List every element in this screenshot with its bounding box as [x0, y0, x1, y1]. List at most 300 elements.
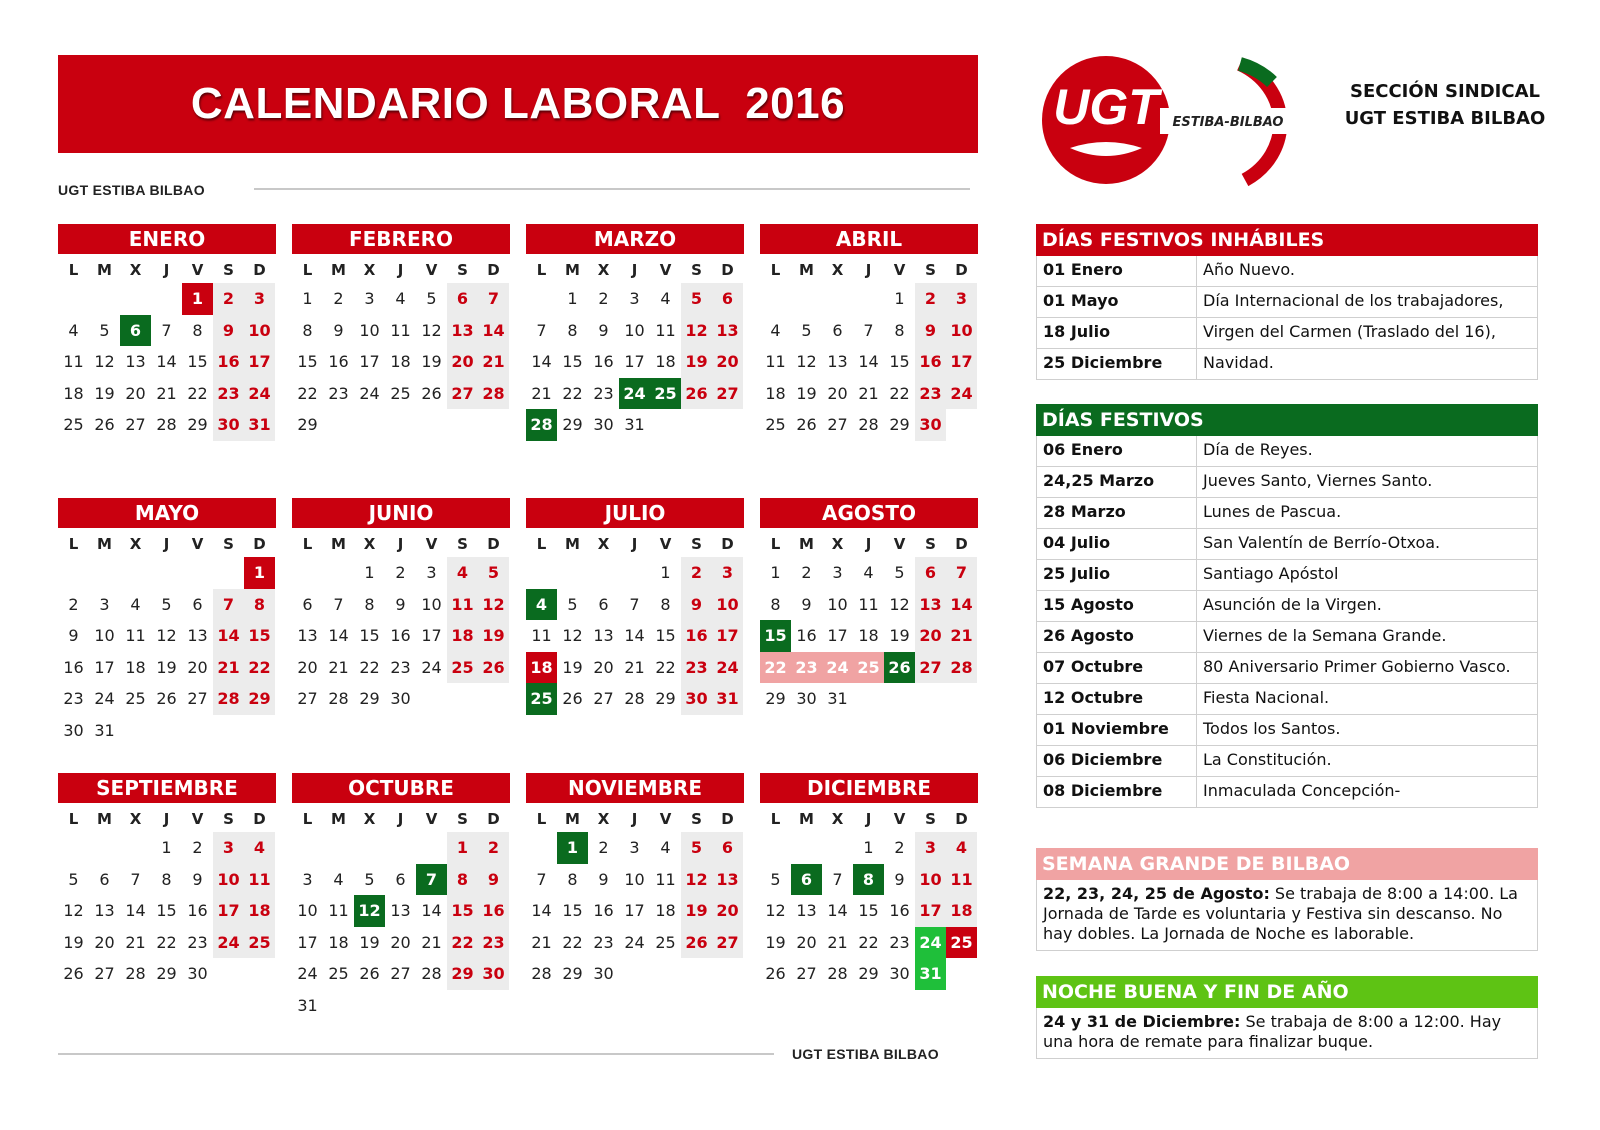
day-cell: 1 [244, 557, 275, 589]
day-cell: 27 [297, 689, 318, 708]
calendar-title: CALENDARIO LABORAL 2016 [58, 55, 978, 153]
week-row [292, 958, 510, 990]
day-cell: 3 [629, 838, 640, 857]
day-cell: 11 [655, 320, 676, 340]
week-row [292, 315, 510, 347]
day-cell: 10 [915, 864, 946, 896]
day-cell: 15 [244, 620, 275, 652]
week-row [526, 895, 744, 927]
week-row [526, 557, 744, 589]
noche-buena-text: Se trabaja de 8:00 a 12:00. Hay una hora de remate para finalizar buque. [1043, 1012, 1502, 1051]
week-row [526, 620, 744, 652]
week-row [760, 927, 978, 959]
empty-cell [58, 557, 89, 589]
day-cell: 27 [827, 415, 848, 434]
empty-cell [354, 832, 385, 864]
holiday-row [1037, 436, 1537, 467]
inhabiles-title: DÍAS FESTIVOS INHÁBILES [1036, 224, 1538, 256]
holiday-description: Fiesta Nacional. [1203, 688, 1330, 707]
day-cell: 24 [712, 652, 743, 684]
day-cell: 31 [297, 995, 318, 1015]
weekday-label: L [536, 261, 547, 279]
weekday-label: L [302, 261, 313, 279]
day-cell: 11 [63, 352, 84, 371]
day-cell: 18 [447, 620, 478, 652]
day-cell: 17 [712, 620, 743, 652]
holiday-row [1037, 777, 1537, 807]
day-cell: 13 [94, 901, 115, 920]
empty-cell [58, 832, 89, 864]
week-row [58, 315, 276, 347]
holiday-row [1037, 653, 1537, 684]
day-cell: 13 [712, 315, 743, 347]
day-cell: 12 [796, 352, 817, 371]
weekday-header [292, 806, 510, 832]
day-cell: 20 [125, 383, 146, 403]
day-cell: 27 [915, 652, 946, 684]
holiday-description: Día de Reyes. [1203, 440, 1313, 459]
day-cell: 29 [187, 415, 208, 434]
week-row [58, 283, 276, 315]
day-cell: 10 [297, 901, 318, 920]
day-cell: 25 [526, 683, 557, 715]
weekday-label: D [721, 535, 734, 553]
week-row [58, 927, 276, 959]
day-cell: 4 [863, 563, 874, 582]
month-name: ABRIL [760, 224, 978, 254]
month-name: DICIEMBRE [760, 773, 978, 803]
day-cell: 22 [359, 657, 380, 677]
day-cell: 25 [328, 964, 349, 983]
day-cell: 15 [562, 901, 583, 920]
day-cell: 11 [244, 864, 275, 896]
day-cell: 9 [598, 320, 609, 340]
weekday-label: J [865, 261, 872, 279]
day-cell: 2 [478, 832, 509, 864]
day-cell: 20 [796, 932, 817, 952]
day-cell: 16 [593, 352, 614, 371]
week-row [292, 864, 510, 896]
weekday-label: M [565, 261, 580, 279]
week-row [526, 652, 744, 684]
day-cell: 23 [791, 652, 822, 684]
week-row [292, 557, 510, 589]
ugt-logo-graphic [1040, 52, 1320, 192]
day-cell: 6 [915, 557, 946, 589]
day-cell: 27 [712, 378, 743, 410]
empty-cell [526, 557, 557, 589]
day-cell: 26 [681, 927, 712, 959]
day-cell: 22 [760, 652, 791, 684]
holiday-date: 08 Diciembre [1037, 777, 1197, 807]
empty-cell [791, 832, 822, 864]
empty-cell [822, 832, 853, 864]
day-cell: 7 [416, 864, 447, 896]
holiday-row [1037, 715, 1537, 746]
weekday-label: X [129, 535, 142, 553]
day-cell: 1 [660, 563, 671, 582]
empty-cell [120, 715, 151, 747]
weekday-label: V [659, 261, 672, 279]
empty-cell [120, 557, 151, 589]
day-cell: 4 [447, 557, 478, 589]
day-cell: 31 [827, 689, 848, 708]
day-cell: 23 [63, 689, 84, 708]
day-cell: 1 [161, 838, 172, 857]
day-cell: 10 [94, 626, 115, 645]
day-cell: 6 [791, 864, 822, 896]
week-row [760, 864, 978, 896]
holiday-row [1037, 622, 1537, 653]
month-enero [58, 224, 276, 441]
holiday-row [1037, 256, 1537, 287]
week-row [526, 683, 744, 715]
day-cell: 15 [359, 626, 380, 645]
day-cell: 9 [395, 594, 406, 614]
day-cell: 14 [125, 901, 146, 920]
day-cell: 17 [624, 901, 645, 920]
inhabiles-panel [1036, 224, 1538, 380]
weekday-label: J [397, 810, 404, 828]
week-row [58, 346, 276, 378]
week-row [760, 958, 978, 990]
day-cell: 21 [478, 346, 509, 378]
day-cell: 26 [765, 964, 786, 983]
week-row [292, 409, 510, 441]
day-cell: 30 [796, 689, 817, 708]
day-cell: 23 [328, 383, 349, 403]
week-row [526, 283, 744, 315]
empty-cell [526, 832, 557, 864]
weekday-label: M [565, 810, 580, 828]
day-cell: 3 [302, 869, 313, 889]
weekday-label: M [331, 535, 346, 553]
day-cell: 4 [660, 838, 671, 857]
day-cell: 7 [629, 594, 640, 614]
empty-cell [323, 557, 354, 589]
day-cell: 7 [478, 283, 509, 315]
day-cell: 1 [364, 563, 375, 582]
day-cell: 24 [822, 652, 853, 684]
day-cell: 14 [858, 352, 879, 371]
day-cell: 7 [333, 594, 344, 614]
holiday-date: 28 Marzo [1037, 498, 1197, 528]
day-cell: 21 [827, 932, 848, 952]
week-row [526, 315, 744, 347]
empty-cell [822, 283, 853, 315]
day-cell: 7 [536, 320, 547, 340]
month-name: JULIO [526, 498, 744, 528]
day-cell: 28 [526, 409, 557, 441]
day-cell: 10 [827, 594, 848, 614]
day-cell: 19 [359, 932, 380, 952]
holiday-row [1037, 746, 1537, 777]
day-cell: 9 [213, 315, 244, 347]
weekday-label: S [925, 810, 936, 828]
holiday-description: Todos los Santos. [1203, 719, 1341, 738]
weekday-label: J [631, 810, 638, 828]
day-cell: 23 [889, 932, 910, 952]
day-cell: 2 [68, 594, 79, 614]
day-cell: 2 [598, 289, 609, 308]
day-cell: 18 [655, 352, 676, 371]
week-row [760, 283, 978, 315]
day-cell: 1 [863, 838, 874, 857]
weekday-label: V [893, 261, 906, 279]
day-cell: 19 [889, 626, 910, 645]
week-row [292, 895, 510, 927]
weekday-label: D [253, 261, 266, 279]
day-cell: 17 [827, 626, 848, 645]
day-cell: 22 [297, 383, 318, 403]
day-cell: 24 [915, 927, 946, 959]
empty-cell [89, 557, 120, 589]
day-cell: 17 [421, 626, 442, 645]
weekday-label: L [302, 810, 313, 828]
day-cell: 16 [681, 620, 712, 652]
empty-cell [385, 832, 416, 864]
weekday-label: X [831, 261, 844, 279]
empty-cell [120, 832, 151, 864]
day-cell: 12 [421, 320, 442, 340]
weekday-label: X [597, 261, 610, 279]
day-cell: 1 [557, 832, 588, 864]
noche-buena-note [1036, 1008, 1538, 1059]
week-row [292, 378, 510, 410]
day-cell: 3 [244, 283, 275, 315]
day-cell: 30 [593, 964, 614, 983]
week-row [292, 683, 510, 715]
week-row [292, 652, 510, 684]
day-cell: 20 [712, 346, 743, 378]
day-cell: 12 [889, 594, 910, 614]
weekday-label: V [425, 810, 438, 828]
day-cell: 13 [593, 626, 614, 645]
day-cell: 7 [863, 320, 874, 340]
empty-cell [89, 283, 120, 315]
day-cell: 18 [655, 901, 676, 920]
day-cell: 25 [244, 927, 275, 959]
weekday-label: D [253, 535, 266, 553]
festivos-list [1036, 436, 1538, 808]
day-cell: 2 [915, 283, 946, 315]
day-cell: 23 [478, 927, 509, 959]
day-cell: 8 [894, 320, 905, 340]
day-cell: 11 [765, 352, 786, 371]
day-cell: 7 [130, 869, 141, 889]
day-cell: 9 [333, 320, 344, 340]
day-cell: 21 [531, 383, 552, 403]
day-cell: 8 [364, 594, 375, 614]
day-cell: 2 [395, 563, 406, 582]
day-cell: 19 [681, 895, 712, 927]
week-row [58, 589, 276, 621]
day-cell: 18 [858, 626, 879, 645]
day-cell: 20 [593, 657, 614, 677]
holiday-description: Santiago Apóstol [1203, 564, 1339, 583]
empty-cell [354, 990, 385, 1022]
day-cell: 31 [712, 683, 743, 715]
empty-cell [89, 832, 120, 864]
day-cell: 11 [946, 864, 977, 896]
day-cell: 30 [390, 689, 411, 708]
day-cell: 23 [390, 657, 411, 677]
empty-cell [588, 557, 619, 589]
empty-cell [323, 990, 354, 1022]
holiday-description: San Valentín de Berrío-Otxoa. [1203, 533, 1441, 552]
day-cell: 19 [478, 620, 509, 652]
day-cell: 20 [712, 895, 743, 927]
weekday-label: J [631, 535, 638, 553]
weekday-label: L [536, 535, 547, 553]
weekday-label: L [770, 810, 781, 828]
weekday-label: L [770, 261, 781, 279]
empty-cell [557, 557, 588, 589]
day-cell: 2 [192, 838, 203, 857]
empty-cell [681, 409, 712, 441]
empty-cell [416, 832, 447, 864]
day-cell: 25 [655, 932, 676, 952]
day-cell: 30 [213, 409, 244, 441]
weekday-label: J [397, 535, 404, 553]
noche-buena-panel [1036, 976, 1538, 1059]
weekday-label: M [331, 261, 346, 279]
weekday-label: X [597, 535, 610, 553]
day-cell: 4 [526, 589, 557, 621]
day-cell: 14 [421, 901, 442, 920]
day-cell: 8 [161, 869, 172, 889]
weekday-label: J [865, 810, 872, 828]
day-cell: 16 [390, 626, 411, 645]
holiday-date: 01 Mayo [1037, 287, 1197, 317]
month-name: ENERO [58, 224, 276, 254]
day-cell: 30 [187, 964, 208, 983]
weekday-header [292, 531, 510, 557]
day-cell: 1 [770, 563, 781, 582]
day-cell: 13 [712, 864, 743, 896]
day-cell: 18 [390, 352, 411, 371]
day-cell: 4 [130, 594, 141, 614]
day-cell: 13 [915, 589, 946, 621]
day-cell: 15 [889, 352, 910, 371]
day-cell: 26 [156, 689, 177, 708]
holiday-row [1037, 318, 1537, 349]
day-cell: 3 [712, 557, 743, 589]
day-cell: 10 [359, 320, 380, 340]
day-cell: 18 [526, 652, 557, 684]
day-cell: 26 [562, 689, 583, 708]
day-cell: 25 [650, 378, 681, 410]
day-cell: 29 [655, 689, 676, 708]
day-cell: 1 [302, 289, 313, 308]
day-cell: 5 [68, 869, 79, 889]
weekday-header [526, 531, 744, 557]
day-cell: 28 [156, 415, 177, 434]
day-cell: 25 [125, 689, 146, 708]
empty-cell [619, 557, 650, 589]
month-name: FEBRERO [292, 224, 510, 254]
weekday-label: M [799, 261, 814, 279]
day-cell: 9 [915, 315, 946, 347]
empty-cell [120, 283, 151, 315]
day-cell: 24 [624, 932, 645, 952]
day-cell: 4 [946, 832, 977, 864]
day-cell: 4 [333, 869, 344, 889]
week-row [292, 927, 510, 959]
empty-cell [182, 557, 213, 589]
day-cell: 5 [681, 832, 712, 864]
semana-grande-title: SEMANA GRANDE DE BILBAO [1036, 848, 1538, 880]
day-cell: 8 [853, 864, 884, 896]
day-cell: 28 [213, 683, 244, 715]
day-cell: 5 [478, 557, 509, 589]
day-cell: 27 [125, 415, 146, 434]
holiday-date: 24,25 Marzo [1037, 467, 1197, 497]
day-cell: 31 [624, 415, 645, 434]
day-cell: 26 [421, 383, 442, 403]
holiday-description: Viernes de la Semana Grande. [1203, 626, 1447, 645]
empty-cell [650, 958, 681, 990]
empty-cell [526, 283, 557, 315]
inhabiles-list [1036, 256, 1538, 380]
day-cell: 11 [531, 626, 552, 645]
weekday-label: S [925, 261, 936, 279]
month-name: NOVIEMBRE [526, 773, 744, 803]
weekday-label: V [893, 810, 906, 828]
day-cell: 13 [125, 352, 146, 371]
holiday-description: Jueves Santo, Viernes Santo. [1203, 471, 1433, 490]
day-cell: 27 [390, 964, 411, 983]
weekday-label: M [97, 810, 112, 828]
weekday-label: S [691, 535, 702, 553]
holiday-date: 06 Diciembre [1037, 746, 1197, 776]
day-cell: 22 [889, 383, 910, 403]
day-cell: 19 [156, 657, 177, 677]
day-cell: 12 [765, 901, 786, 920]
day-cell: 18 [125, 657, 146, 677]
month-mayo [58, 498, 276, 746]
holiday-date: 04 Julio [1037, 529, 1197, 559]
day-cell: 29 [297, 415, 318, 434]
holiday-date: 01 Enero [1037, 256, 1197, 286]
day-cell: 14 [213, 620, 244, 652]
day-cell: 2 [598, 838, 609, 857]
empty-cell [416, 683, 447, 715]
day-cell: 21 [213, 652, 244, 684]
weekday-label: M [799, 810, 814, 828]
day-cell: 26 [884, 652, 915, 684]
weekday-header [760, 257, 978, 283]
weekday-header [760, 531, 978, 557]
day-cell: 9 [478, 864, 509, 896]
day-cell: 10 [624, 869, 645, 889]
week-row [526, 378, 744, 410]
day-cell: 7 [946, 557, 977, 589]
week-row [292, 283, 510, 315]
week-row [58, 652, 276, 684]
holiday-description: Inmaculada Concepción- [1203, 781, 1401, 800]
day-cell: 13 [390, 901, 411, 920]
weekday-label: S [223, 810, 234, 828]
weekday-label: V [425, 535, 438, 553]
day-cell: 15 [297, 352, 318, 371]
empty-cell [853, 283, 884, 315]
day-cell: 6 [302, 594, 313, 614]
day-cell: 23 [187, 932, 208, 952]
day-cell: 19 [63, 932, 84, 952]
day-cell: 29 [562, 415, 583, 434]
day-cell: 6 [712, 283, 743, 315]
